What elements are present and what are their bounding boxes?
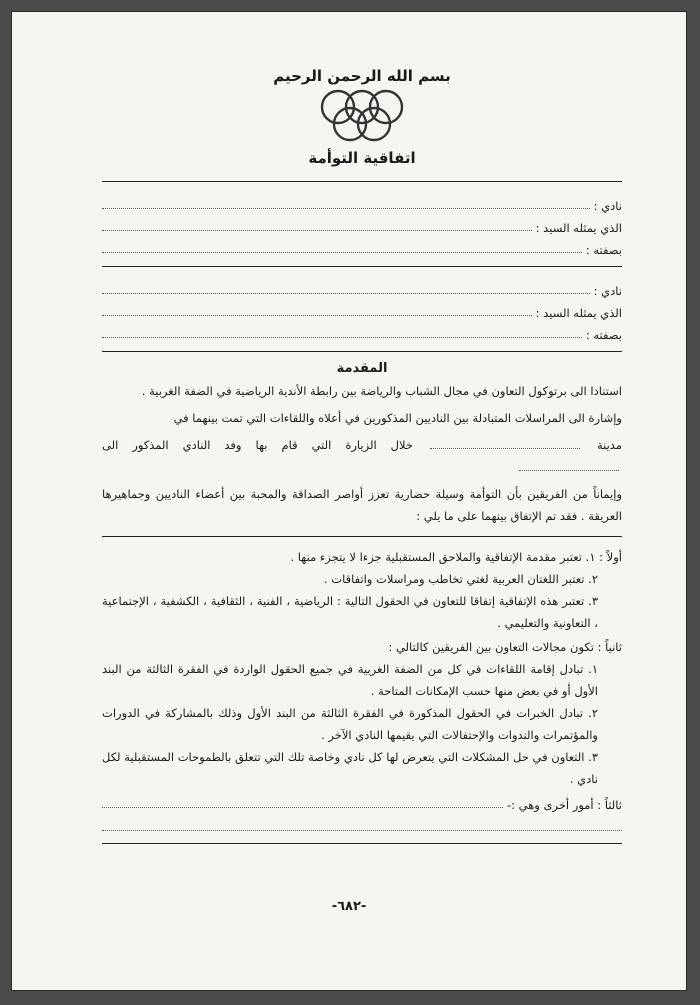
club-blank[interactable] [102,293,590,294]
party-two-capacity-field[interactable] [102,320,622,342]
section-one-item: ١. تعتبر مقدمة الإتفاقية والملاحق المستقبلية جزءا لا يتجزء منها . [290,550,596,564]
section-one-heading [102,546,622,568]
capacity-label: بصفته : [585,328,622,342]
section-one [102,546,622,634]
section-two-item: ٢. تبادل الخبرات في الحقول المذكورة في الفقرة الثالثة من البند الأول وذلك بالمشاركة في الدورات والمؤتمرات والندوات والإحتفالات التي يقيمها النادي الآخر . [102,706,598,742]
preamble-paragraph-city [102,434,622,478]
page-number: -٦٨٢- [331,899,367,914]
visit-text: خلال الزيارة التي قام بها وفد النادي المذكور الى [102,438,413,452]
representative-blank[interactable] [102,315,532,316]
section-two-heading: ثانياً : تكون مجالات التعاون بين الفريقين كالتالي : [388,640,622,654]
party-one-representative-field[interactable] [102,213,622,235]
divider [102,843,622,844]
section-three [102,790,622,831]
capacity-blank[interactable] [102,252,582,253]
club-blank[interactable] [102,208,590,209]
section-one-item: ٣. تعتبر هذه الإتفاقية إتفاقا للتعاون في الحقول التالية : الرياضية ، الفنية ، الثقافية ، الكشفية ، الإجتماعية ، التعاونية والتعليمي . [102,594,598,630]
section-two-item: ١. تبادل إقامة اللقاءات في كل من الضفة الغربية في جميع الحقول الواردة في الفقرة الثالثة من البند الأول أو في بعض منها حسب الإمكانات المتاحة . [102,662,598,698]
representative-label: الذي يمثله السيد : [535,221,622,235]
olympic-rings-icon [319,87,405,147]
other-matters-blank[interactable] [102,807,503,808]
party-one-club-field[interactable] [102,191,622,213]
basmala: بسم الله الرحمن الرحيم [273,67,451,85]
preamble-paragraph: استنادا الى برتوكول التعاون في مجال الشباب والرياضة بين رابطة الأندية الرياضية في الضفة الغربية . [141,384,622,398]
other-matters-blank-line[interactable] [102,812,622,831]
section-three-field[interactable] [102,790,622,812]
city-blank[interactable] [430,448,580,449]
section-one-item: ٢. تعتبر اللغتان العربية لغتي تخاطب ومراسلات واتفاقات . [323,572,598,586]
divider [102,181,622,182]
club-label: نادي : [593,284,622,298]
section-one-label: أولاً : [599,550,622,564]
capacity-label: بصفته : [585,243,622,257]
document-title: اتفاقية التوأمة [308,149,416,167]
preamble-paragraph: وإشارة الى المراسلات المتبادلة بين الناديين المذكورين في أعلاه واللقاءات التي تمت بينهما في [173,411,622,425]
divider [102,266,622,267]
party-one-capacity-field[interactable] [102,235,622,257]
party-two-representative-field[interactable] [102,298,622,320]
representative-label: الذي يمثله السيد : [535,306,622,320]
representative-blank[interactable] [102,230,532,231]
party-one-block [102,191,622,257]
club-label: نادي : [593,199,622,213]
section-two [102,636,622,790]
divider [102,536,622,537]
section-three-heading: ثالثاً : أمور أخرى وهي :- [506,798,622,812]
preamble-title: المقدمة [336,361,388,376]
preamble-paragraph: وإيماناً من الفريقين بأن التوأمة وسيلة حضارية تعزز أواصر الصداقة والمحبة بين أعضاء الناديين وجماهيرها العريقة . فقد تم الإتفاق بينهما على ما يلي : [102,487,622,523]
party-two-club-field[interactable] [102,276,622,298]
divider [102,351,622,352]
document-body [102,67,622,853]
section-two-item: ٣. التعاون في حل المشكلات التي يتعرض لها كل نادي وخاصة تلك التي تتعلق بالطموحات المستقبلية لكل نادي . [102,750,598,786]
party-two-block [102,276,622,342]
visit-destination-blank[interactable] [519,470,619,471]
capacity-blank[interactable] [102,337,582,338]
city-label: مدينة [596,438,623,452]
document-page [12,12,686,990]
